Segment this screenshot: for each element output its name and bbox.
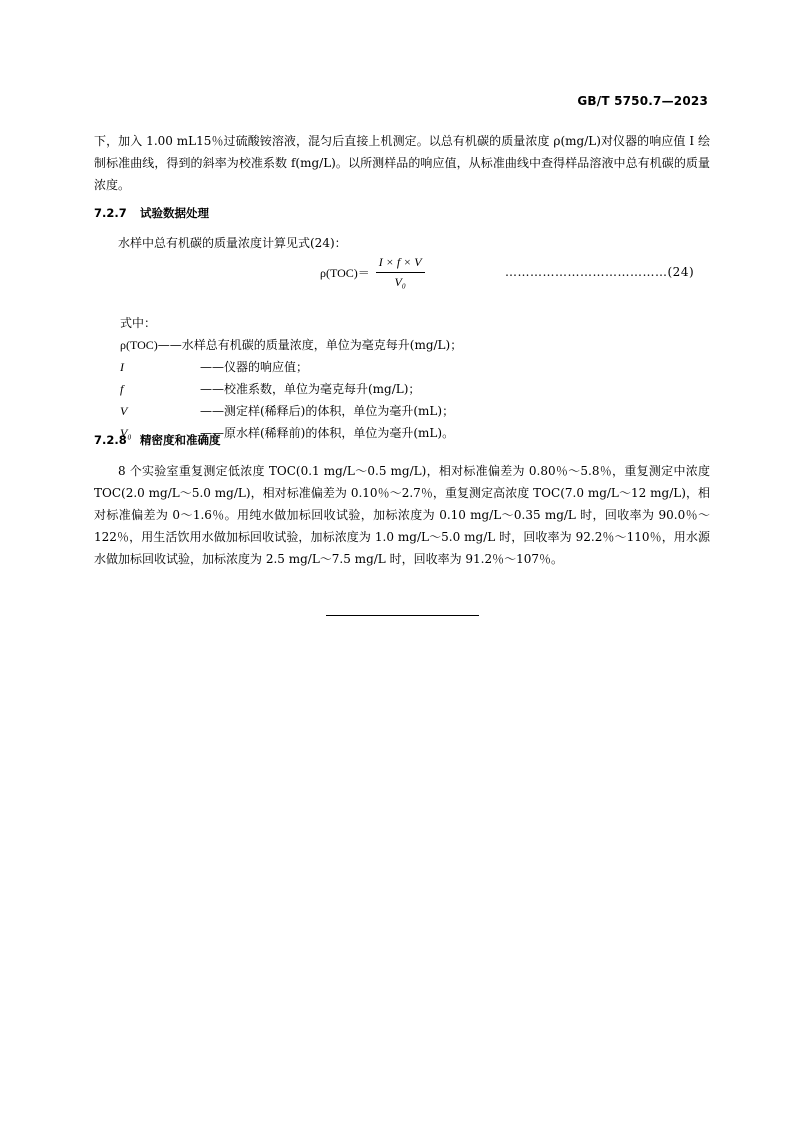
definition-row [120,378,462,400]
where-label: 式中： [120,316,157,330]
formula-numerator: I × f × V [376,255,425,273]
end-rule [326,615,479,616]
formula-lhs: ρ(TOC)＝ [320,266,370,280]
section-number: 7.2.7 [94,206,127,220]
section-title: 精密度和准确度 [140,433,221,447]
definition-symbol: ρ(TOC) [120,338,158,352]
definition-symbol: I [120,360,124,374]
formula-lead: 水样中总有机碳的质量浓度计算见式(24)： [118,236,347,250]
definition-text: ——水样总有机碳的质量浓度，单位为毫克每升(mg/L)； [157,338,463,352]
section-number: 7.2.8 [94,433,127,447]
formula-denominator: V₀ [394,275,406,289]
definition-symbol: f [120,382,124,396]
section-heading-727 [94,205,209,221]
definition-symbol: V₀ [120,426,132,440]
definitions-list [120,312,462,444]
definition-text: ——测定样(稀释后)的体积，单位为毫升(mL)； [200,404,455,418]
section-heading-728 [94,432,221,448]
definition-text: ——校准系数，单位为毫克每升(mg/L)； [200,382,421,396]
definition-row [120,400,462,422]
definition-symbol: V [120,404,128,418]
equation-number: …………………………………(24) [505,265,695,279]
standard-number: GB/T 5750.7—2023 [577,94,708,108]
section-title: 试验数据处理 [140,206,209,220]
definition-text: ——原水样(稀释前)的体积，单位为毫升(mL)。 [200,426,455,440]
intro-paragraph: 下，加入 1.00 mL15％过硫酸铵溶液，混匀后直接上机测定。以总有机碳的质量浓度 ρ(mg/L)对仪器的响应值 I 绘制标准曲线，得到的斜率为校准系数 f(mg/L)。以所测样品的响应值，从标准曲线中查得样品溶液中总有机碳的质量浓度。 [94,134,710,192]
precision-paragraph: 8 个实验室重复测定低浓度 TOC(0.1 mg/L～0.5 mg/L)，相对标准偏差为 0.80％～5.8％，重复测定中浓度 TOC(2.0 mg/L～5.0 mg/L)，相对标准偏差为 0.10％～2.7％，重复测定高浓度 TOC(7.0 mg/L～12 mg/L)，相对标准偏差为 0～1.6％。用纯水做加标回收试验，加标浓度为 0.10 mg/L～0.35 mg/L 时，回收率为 90.0％～122％，用生活饮用水做加标回收试验，加标浓度为 1.0 mg/L～5.0 mg/L 时，回收率为 92.2％～110％，用水源水做加标回收试验，加标浓度为 2.5 mg/L～7.5 mg/L 时，回收率为 91.2％～107％。 [94,464,710,566]
definition-text: ——仪器的响应值； [200,360,309,374]
formula-fraction [376,255,425,290]
definition-row [120,356,462,378]
toc-formula [320,255,425,290]
definition-row [120,334,462,356]
